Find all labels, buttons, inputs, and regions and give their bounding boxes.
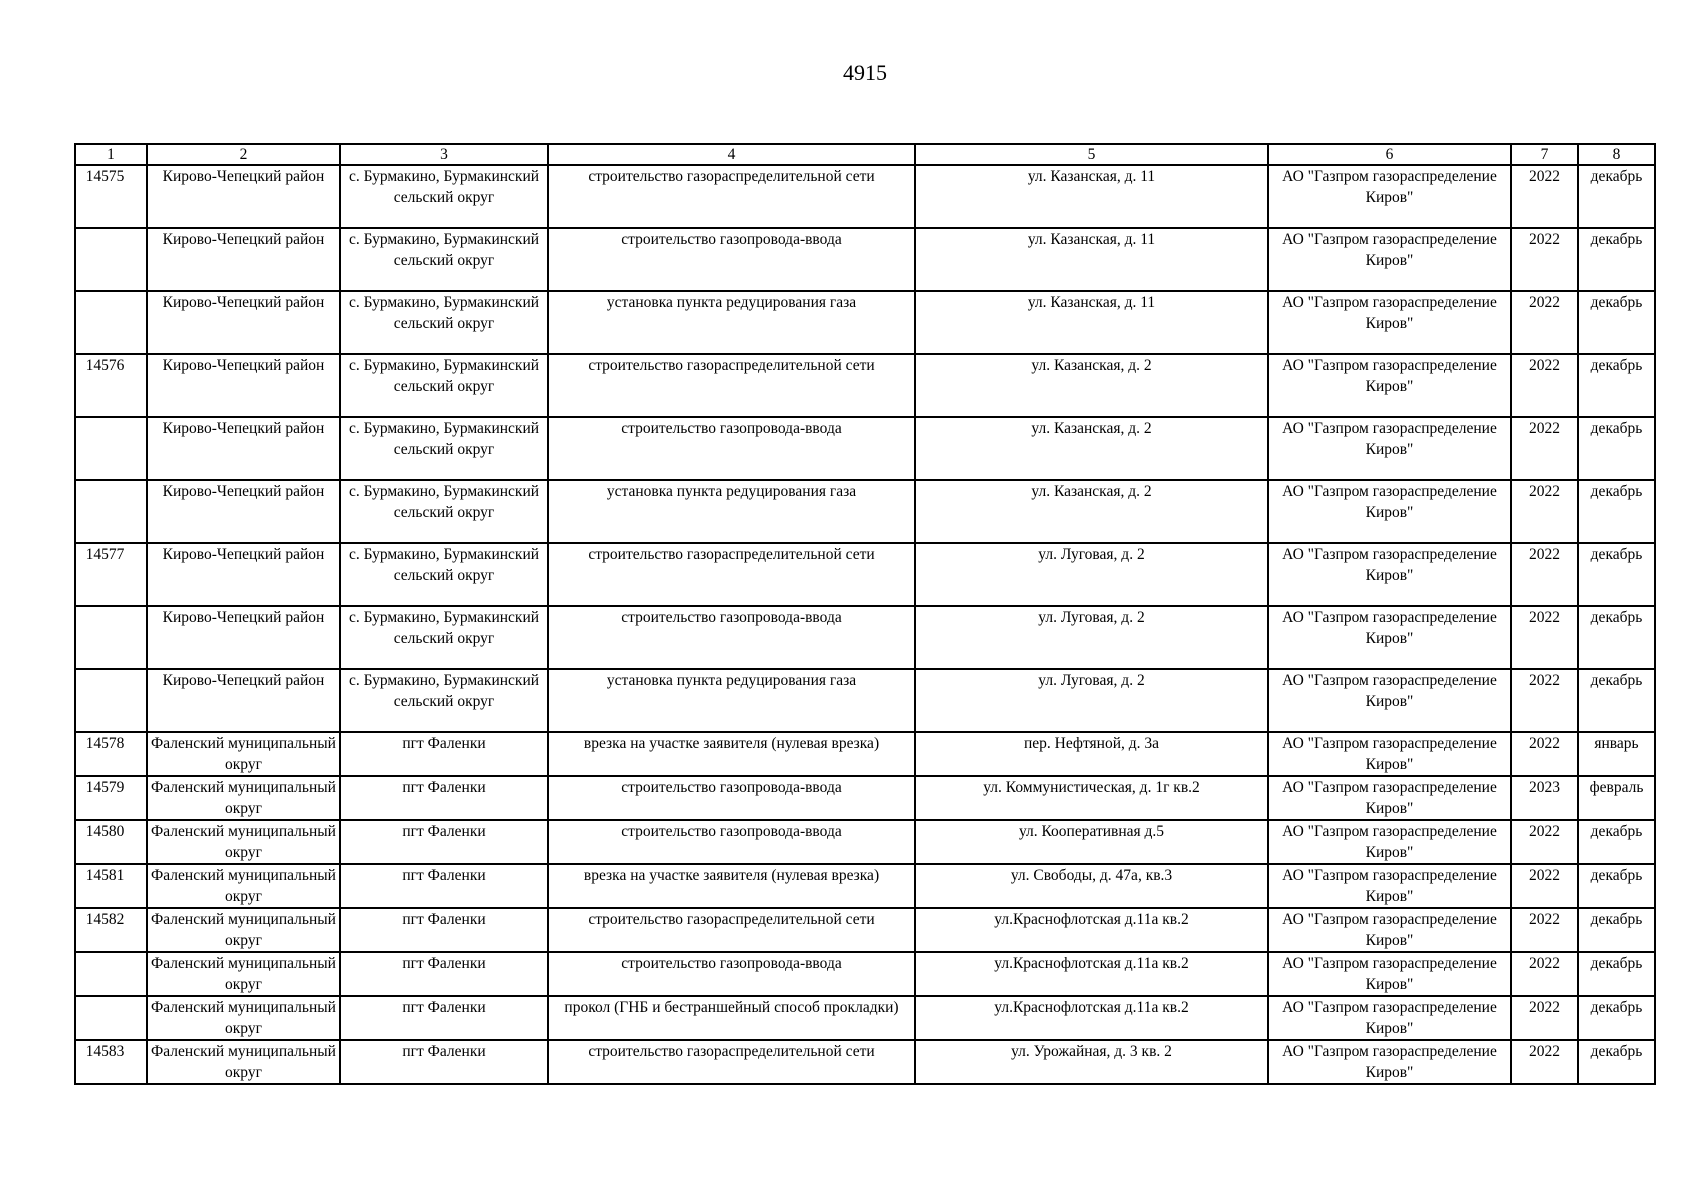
table-row <box>75 820 1655 864</box>
cell-settlement: с. Бурмакино, Бурмакинский сельский округ <box>340 354 548 417</box>
cell-settlement: с. Бурмакино, Бурмакинский сельский округ <box>340 669 548 732</box>
cell-year: 2022 <box>1511 606 1578 669</box>
cell-month: декабрь <box>1578 165 1655 228</box>
cell-organization: АО "Газпром газораспределение Киров" <box>1268 1040 1511 1084</box>
cell-address: ул. Коммунистическая, д. 1г кв.2 <box>915 776 1268 820</box>
table-row <box>75 669 1655 732</box>
cell-address: ул.Краснофлотская д.11а кв.2 <box>915 996 1268 1040</box>
cell-address: ул. Свободы, д. 47а, кв.3 <box>915 864 1268 908</box>
cell-number <box>75 669 147 732</box>
cell-organization: АО "Газпром газораспределение Киров" <box>1268 820 1511 864</box>
cell-address: ул.Краснофлотская д.11а кв.2 <box>915 952 1268 996</box>
cell-settlement: с. Бурмакино, Бурмакинский сельский округ <box>340 417 548 480</box>
cell-month: декабрь <box>1578 543 1655 606</box>
cell-organization: АО "Газпром газораспределение Киров" <box>1268 417 1511 480</box>
cell-settlement: с. Бурмакино, Бурмакинский сельский округ <box>340 228 548 291</box>
cell-address: ул. Казанская, д. 11 <box>915 291 1268 354</box>
cell-settlement: пгт Фаленки <box>340 820 548 864</box>
cell-district: Кирово-Чепецкий район <box>147 669 340 732</box>
cell-settlement: пгт Фаленки <box>340 996 548 1040</box>
cell-number <box>75 291 147 354</box>
cell-work-type: врезка на участке заявителя (нулевая врезка) <box>548 864 915 908</box>
cell-year: 2022 <box>1511 291 1578 354</box>
cell-settlement: пгт Фаленки <box>340 952 548 996</box>
cell-year: 2022 <box>1511 669 1578 732</box>
cell-organization: АО "Газпром газораспределение Киров" <box>1268 996 1511 1040</box>
cell-year: 2022 <box>1511 543 1578 606</box>
cell-number: 14577 <box>75 543 147 606</box>
cell-district: Кирово-Чепецкий район <box>147 165 340 228</box>
cell-organization: АО "Газпром газораспределение Киров" <box>1268 354 1511 417</box>
cell-work-type: прокол (ГНБ и бестраншейный способ прокладки) <box>548 996 915 1040</box>
cell-number <box>75 480 147 543</box>
cell-organization: АО "Газпром газораспределение Киров" <box>1268 864 1511 908</box>
cell-district: Фаленский муниципальный округ <box>147 776 340 820</box>
cell-settlement: с. Бурмакино, Бурмакинский сельский округ <box>340 291 548 354</box>
cell-address: ул. Кооперативная д.5 <box>915 820 1268 864</box>
cell-work-type: строительство газопровода-ввода <box>548 820 915 864</box>
page-number: 4915 <box>843 60 887 85</box>
cell-month: декабрь <box>1578 952 1655 996</box>
cell-organization: АО "Газпром газораспределение Киров" <box>1268 669 1511 732</box>
cell-number <box>75 228 147 291</box>
cell-address: ул.Краснофлотская д.11а кв.2 <box>915 908 1268 952</box>
cell-work-type: строительство газораспределительной сети <box>548 1040 915 1084</box>
cell-year: 2022 <box>1511 480 1578 543</box>
cell-address: ул. Урожайная, д. 3 кв. 2 <box>915 1040 1268 1084</box>
cell-address: ул. Казанская, д. 2 <box>915 354 1268 417</box>
table-row <box>75 996 1655 1040</box>
cell-address: ул. Луговая, д. 2 <box>915 669 1268 732</box>
cell-month: декабрь <box>1578 864 1655 908</box>
cell-number: 14578 <box>75 732 147 776</box>
cell-number <box>75 996 147 1040</box>
table-row <box>75 228 1655 291</box>
cell-district: Фаленский муниципальный округ <box>147 820 340 864</box>
cell-address: ул. Казанская, д. 2 <box>915 480 1268 543</box>
column-header: 7 <box>1511 144 1578 165</box>
table-row <box>75 543 1655 606</box>
cell-month: декабрь <box>1578 996 1655 1040</box>
cell-settlement: пгт Фаленки <box>340 776 548 820</box>
cell-organization: АО "Газпром газораспределение Киров" <box>1268 952 1511 996</box>
cell-number <box>75 606 147 669</box>
cell-district: Кирово-Чепецкий район <box>147 354 340 417</box>
table-row <box>75 776 1655 820</box>
cell-settlement: пгт Фаленки <box>340 864 548 908</box>
table-row <box>75 864 1655 908</box>
cell-number <box>75 417 147 480</box>
column-header: 1 <box>75 144 147 165</box>
table-row <box>75 606 1655 669</box>
cell-organization: АО "Газпром газораспределение Киров" <box>1268 165 1511 228</box>
cell-organization: АО "Газпром газораспределение Киров" <box>1268 776 1511 820</box>
cell-number: 14580 <box>75 820 147 864</box>
cell-work-type: строительство газораспределительной сети <box>548 354 915 417</box>
cell-district: Фаленский муниципальный округ <box>147 732 340 776</box>
cell-month: декабрь <box>1578 1040 1655 1084</box>
cell-organization: АО "Газпром газораспределение Киров" <box>1268 908 1511 952</box>
cell-address: ул. Казанская, д. 11 <box>915 228 1268 291</box>
table-row <box>75 732 1655 776</box>
cell-month: январь <box>1578 732 1655 776</box>
cell-district: Фаленский муниципальный округ <box>147 952 340 996</box>
cell-district: Фаленский муниципальный округ <box>147 908 340 952</box>
cell-settlement: с. Бурмакино, Бурмакинский сельский округ <box>340 543 548 606</box>
cell-number: 14576 <box>75 354 147 417</box>
registry-table <box>74 143 1656 1085</box>
cell-work-type: установка пункта редуцирования газа <box>548 480 915 543</box>
cell-year: 2022 <box>1511 820 1578 864</box>
table-row <box>75 354 1655 417</box>
cell-settlement: с. Бурмакино, Бурмакинский сельский округ <box>340 480 548 543</box>
table-row <box>75 952 1655 996</box>
cell-year: 2022 <box>1511 354 1578 417</box>
cell-work-type: врезка на участке заявителя (нулевая врезка) <box>548 732 915 776</box>
cell-district: Фаленский муниципальный округ <box>147 1040 340 1084</box>
table-row <box>75 908 1655 952</box>
table-row <box>75 480 1655 543</box>
table-body <box>75 165 1655 1084</box>
cell-year: 2022 <box>1511 996 1578 1040</box>
cell-month: декабрь <box>1578 480 1655 543</box>
cell-district: Фаленский муниципальный округ <box>147 864 340 908</box>
cell-work-type: строительство газопровода-ввода <box>548 606 915 669</box>
cell-year: 2022 <box>1511 864 1578 908</box>
cell-number <box>75 952 147 996</box>
cell-district: Кирово-Чепецкий район <box>147 543 340 606</box>
cell-number: 14582 <box>75 908 147 952</box>
cell-year: 2022 <box>1511 1040 1578 1084</box>
cell-address: ул. Луговая, д. 2 <box>915 543 1268 606</box>
column-header: 4 <box>548 144 915 165</box>
cell-month: декабрь <box>1578 291 1655 354</box>
cell-address: пер. Нефтяной, д. 3а <box>915 732 1268 776</box>
cell-work-type: строительство газораспределительной сети <box>548 165 915 228</box>
cell-district: Фаленский муниципальный округ <box>147 996 340 1040</box>
cell-year: 2022 <box>1511 165 1578 228</box>
column-header: 3 <box>340 144 548 165</box>
cell-organization: АО "Газпром газораспределение Киров" <box>1268 732 1511 776</box>
cell-number: 14583 <box>75 1040 147 1084</box>
table-row <box>75 1040 1655 1084</box>
cell-settlement: пгт Фаленки <box>340 732 548 776</box>
table-row <box>75 291 1655 354</box>
cell-work-type: строительство газораспределительной сети <box>548 908 915 952</box>
table-row <box>75 165 1655 228</box>
cell-year: 2022 <box>1511 417 1578 480</box>
cell-address: ул. Луговая, д. 2 <box>915 606 1268 669</box>
cell-number: 14581 <box>75 864 147 908</box>
cell-district: Кирово-Чепецкий район <box>147 228 340 291</box>
cell-work-type: строительство газопровода-ввода <box>548 228 915 291</box>
cell-settlement: с. Бурмакино, Бурмакинский сельский округ <box>340 606 548 669</box>
cell-work-type: строительство газораспределительной сети <box>548 543 915 606</box>
cell-year: 2023 <box>1511 776 1578 820</box>
cell-month: декабрь <box>1578 417 1655 480</box>
cell-organization: АО "Газпром газораспределение Киров" <box>1268 543 1511 606</box>
cell-work-type: строительство газопровода-ввода <box>548 952 915 996</box>
cell-settlement: с. Бурмакино, Бурмакинский сельский округ <box>340 165 548 228</box>
cell-month: декабрь <box>1578 820 1655 864</box>
cell-district: Кирово-Чепецкий район <box>147 291 340 354</box>
cell-settlement: пгт Фаленки <box>340 908 548 952</box>
cell-month: февраль <box>1578 776 1655 820</box>
column-header: 8 <box>1578 144 1655 165</box>
cell-year: 2022 <box>1511 952 1578 996</box>
cell-organization: АО "Газпром газораспределение Киров" <box>1268 291 1511 354</box>
cell-month: декабрь <box>1578 908 1655 952</box>
table-header-row <box>75 144 1655 165</box>
cell-month: декабрь <box>1578 228 1655 291</box>
table-row <box>75 417 1655 480</box>
cell-organization: АО "Газпром газораспределение Киров" <box>1268 480 1511 543</box>
cell-organization: АО "Газпром газораспределение Киров" <box>1268 228 1511 291</box>
column-header: 2 <box>147 144 340 165</box>
cell-year: 2022 <box>1511 908 1578 952</box>
cell-year: 2022 <box>1511 732 1578 776</box>
cell-district: Кирово-Чепецкий район <box>147 606 340 669</box>
column-header: 5 <box>915 144 1268 165</box>
cell-month: декабрь <box>1578 354 1655 417</box>
cell-number: 14579 <box>75 776 147 820</box>
cell-district: Кирово-Чепецкий район <box>147 480 340 543</box>
cell-work-type: установка пункта редуцирования газа <box>548 291 915 354</box>
cell-work-type: строительство газопровода-ввода <box>548 776 915 820</box>
cell-settlement: пгт Фаленки <box>340 1040 548 1084</box>
cell-work-type: установка пункта редуцирования газа <box>548 669 915 732</box>
column-header: 6 <box>1268 144 1511 165</box>
cell-month: декабрь <box>1578 606 1655 669</box>
cell-address: ул. Казанская, д. 11 <box>915 165 1268 228</box>
cell-number: 14575 <box>75 165 147 228</box>
cell-year: 2022 <box>1511 228 1578 291</box>
cell-work-type: строительство газопровода-ввода <box>548 417 915 480</box>
cell-address: ул. Казанская, д. 2 <box>915 417 1268 480</box>
cell-month: декабрь <box>1578 669 1655 732</box>
cell-district: Кирово-Чепецкий район <box>147 417 340 480</box>
cell-organization: АО "Газпром газораспределение Киров" <box>1268 606 1511 669</box>
